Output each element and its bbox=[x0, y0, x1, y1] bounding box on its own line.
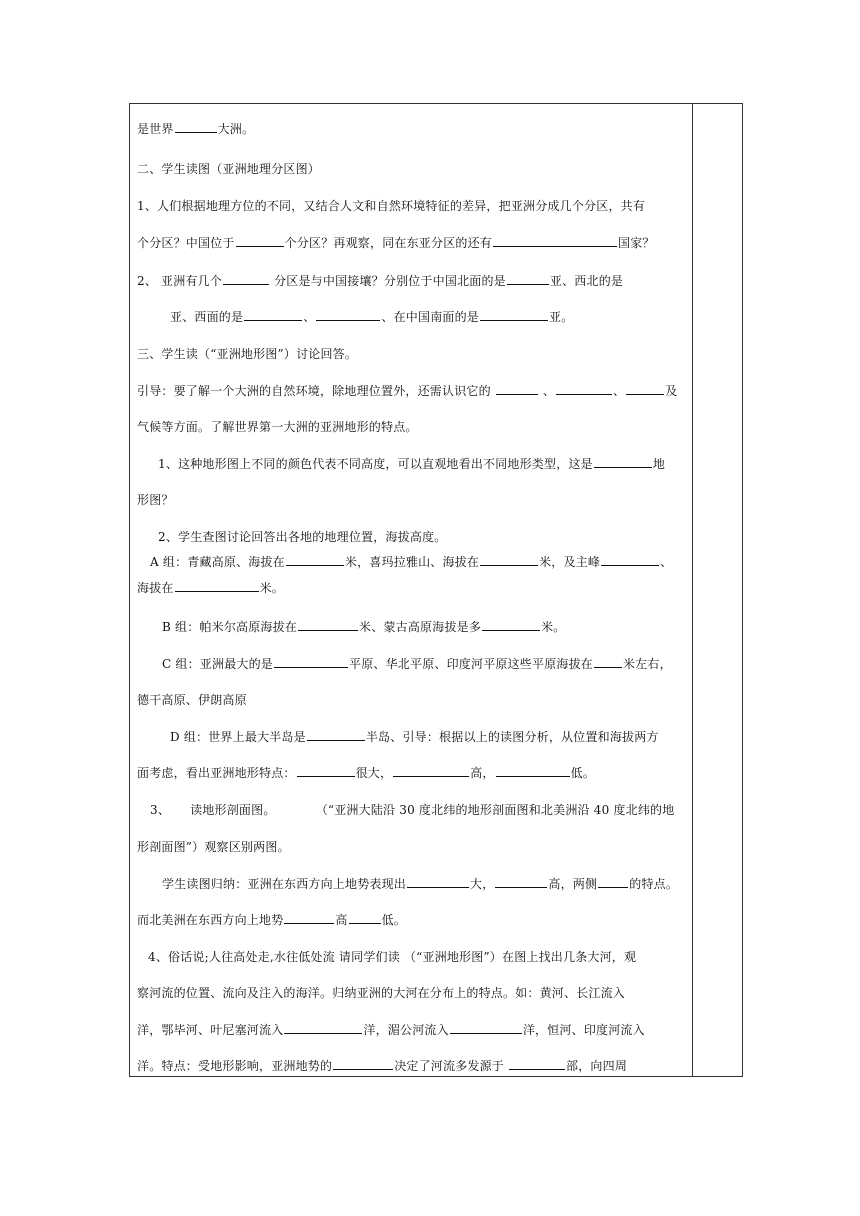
question-1-line-1: 1、人们根据地理方位的不同，又结合人文和自然环境特征的差异，把亚洲分成几个分区，共有 bbox=[137, 199, 646, 213]
summary-line-2: 而北美洲在东西方向上地势 高 低。 bbox=[137, 913, 407, 927]
group-d-line-1: D 组：世界上最大半岛是 半岛、引导：根据以上的读图分析，从位置和海拔两方 bbox=[170, 730, 659, 744]
question-2-line-1: 2、 亚洲有几个 分区是与中国接壤？分别位于中国北面的是 亚、西北的是 bbox=[137, 274, 624, 288]
question-3-3-line-1: 3、 读地形剖面图。 （“亚洲大陆沿 30 度北纬的地形剖面图和北美洲沿 40 度北纬的地 bbox=[150, 803, 675, 817]
question-3-2: 2、学生查图讨论回答出各地的地理位置，海拔高度。 bbox=[158, 530, 447, 544]
section-title-2: 二、学生读图（亚洲地理分区图） bbox=[137, 162, 321, 176]
group-b: B 组：帕米尔高原海拔在 米、蒙古高原海拔是多 米。 bbox=[162, 620, 566, 634]
question-3-1-line-2: 形图？ bbox=[137, 493, 174, 507]
question-1-line-2: 个分区？中国位于 个分区？再观察，同在东亚分区的还有 国家？ bbox=[137, 236, 655, 250]
group-c-line-2: 德干高原、伊朗高原 bbox=[137, 693, 247, 707]
question-4-line-2: 察河流的位置、流向及注入的海洋。归纳亚洲的大河在分布上的特点。如：黄河、长江流入 bbox=[137, 986, 626, 1000]
section-title-3: 三、学生读（“亚洲地形图”）讨论回答。 bbox=[137, 347, 358, 361]
question-3-1-line-1: 1、这种地形图上不同的颜色代表不同高度，可以直观地看出不同地形类型，这是 地 bbox=[158, 457, 666, 471]
question-3-3-line-2: 形剖面图”）观察区别两图。 bbox=[137, 840, 290, 854]
question-4-line-4: 洋。特点：受地形影响，亚洲地势的 决定了河流多发源于 部，向四周 bbox=[137, 1059, 628, 1073]
group-a-line-2: 海拔在 米。 bbox=[137, 581, 285, 595]
question-4-line-3: 洋，鄂毕河、叶尼塞河流入 洋，湄公河流入 洋，恒河、印度河流入 bbox=[137, 1023, 645, 1037]
group-c-line-1: C 组：亚洲最大的是 平原、华北平原、印度河平原这些平原海拔在 米左右， bbox=[162, 657, 672, 671]
guide-line-1: 引导：要了解一个大洲的自然环境，除地理位置外，还需认识它的 、 、 及 bbox=[137, 384, 678, 398]
text-line-1: 是世界 大洲。 bbox=[137, 122, 255, 136]
question-4-line-1: 4、俗话说;人往高处走,水往低处流 请同学们读 （“亚洲地形图”）在图上找出几条大河，观 bbox=[148, 950, 637, 964]
group-d-line-2: 面考虑，看出亚洲地形特点： 很大， 高， 低。 bbox=[137, 766, 596, 780]
column-divider bbox=[692, 103, 693, 1077]
summary-line-1: 学生读图归纳：亚洲在东西方向上地势表现出 大， 高，两侧 的特点。 bbox=[162, 877, 679, 891]
guide-line-2: 气候等方面。了解世界第一大洲的亚洲地形的特点。 bbox=[137, 420, 418, 434]
group-a-line-1: A 组：青藏高原、海拔在 米，喜玛拉雅山、海拔在 米，及主峰 、 bbox=[150, 555, 673, 569]
question-2-line-2: 亚、西面的是 、 、在中国南面的是 亚。 bbox=[170, 310, 574, 324]
